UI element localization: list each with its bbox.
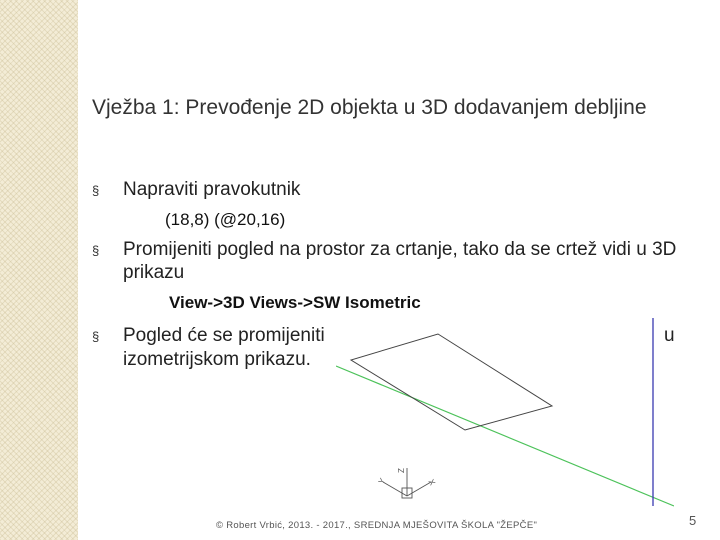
bullet-1-coordinates: (18,8) (@20,16) — [165, 210, 286, 229]
slide-title: Vježba 1: Prevođenje 2D objekta u 3D dodavanjem debljine — [92, 96, 647, 119]
axis-label-y: Y — [376, 476, 388, 486]
bullet-3-text-line2: izometrijskom prikazu. — [123, 349, 311, 370]
bullet-3-text-tail: u — [664, 325, 675, 346]
bullet-marker: § — [92, 329, 100, 344]
bullet-2-menu-path: View->3D Views->SW Isometric — [169, 293, 421, 312]
footer-copyright: © Robert Vrbić, 2013. - 2017., SREDNJA MJEŠOVITA ŠKOLA "ŽEPČE" — [216, 520, 538, 531]
bullet-3-text-line1: Pogled će se promijeniti — [123, 325, 325, 346]
left-decorative-band — [0, 0, 78, 540]
bullet-marker: § — [92, 183, 100, 198]
bullet-marker: § — [92, 243, 100, 258]
page-number: 5 — [689, 513, 697, 528]
bullet-2-text: Promijeniti pogled na prostor za crtanje, tako da se crtež vidi u 3D prikazu — [123, 239, 677, 283]
axis-label-z: Z — [397, 468, 406, 473]
isometric-drawing-image — [336, 318, 674, 508]
axis-label-x: X — [426, 477, 438, 487]
bullet-1-text: Napraviti pravokutnik — [123, 179, 301, 200]
